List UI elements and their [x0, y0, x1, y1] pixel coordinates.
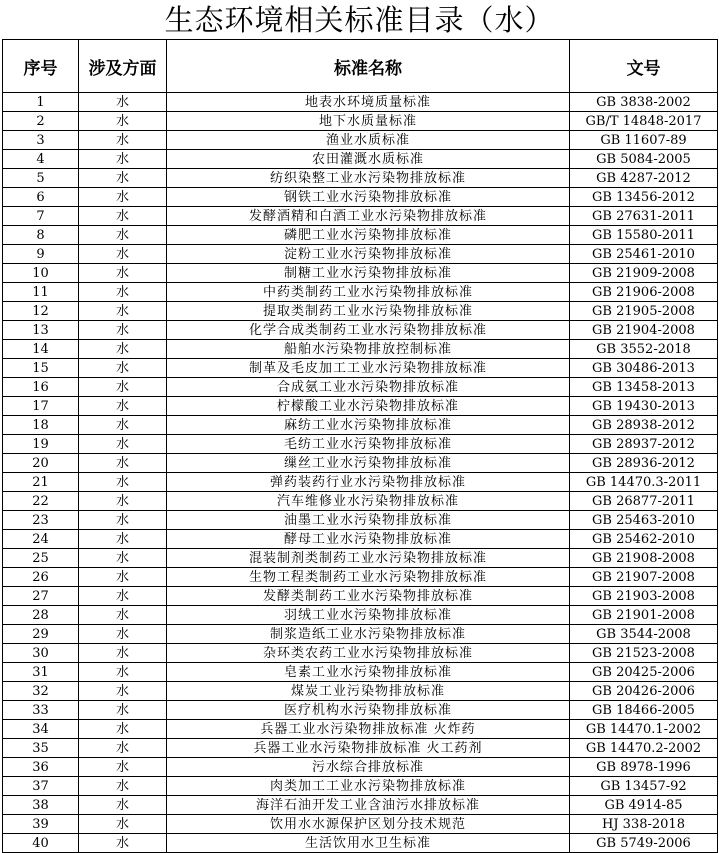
- table-row: [3, 454, 718, 473]
- cell-no: 40: [3, 834, 79, 853]
- cell-name: 淀粉工业水污染物排放标准: [167, 245, 570, 264]
- cell-aspect: 水: [79, 283, 167, 302]
- cell-name: 合成氨工业水污染物排放标准: [167, 378, 570, 397]
- cell-code: GB 3544-2008: [570, 625, 718, 644]
- table-row: [3, 815, 718, 834]
- cell-no: 34: [3, 720, 79, 739]
- cell-no: 24: [3, 530, 79, 549]
- cell-no: 5: [3, 169, 79, 188]
- cell-no: 15: [3, 359, 79, 378]
- table-row: [3, 758, 718, 777]
- cell-code: GB 14470.2-2002: [570, 739, 718, 758]
- cell-aspect: 水: [79, 131, 167, 150]
- cell-code: GB 21907-2008: [570, 568, 718, 587]
- cell-aspect: 水: [79, 682, 167, 701]
- cell-name: 发酵类制药工业水污染物排放标准: [167, 587, 570, 606]
- table-row: [3, 682, 718, 701]
- cell-no: 30: [3, 644, 79, 663]
- cell-no: 16: [3, 378, 79, 397]
- cell-no: 12: [3, 302, 79, 321]
- cell-name: 制糖工业水污染物排放标准: [167, 264, 570, 283]
- cell-no: 21: [3, 473, 79, 492]
- cell-code: GB 13456-2012: [570, 188, 718, 207]
- table-row: [3, 283, 718, 302]
- cell-name: 纺织染整工业水污染物排放标准: [167, 169, 570, 188]
- cell-code: GB 25461-2010: [570, 245, 718, 264]
- table-row: [3, 568, 718, 587]
- cell-name: 磷肥工业水污染物排放标准: [167, 226, 570, 245]
- cell-code: GB 3552-2018: [570, 340, 718, 359]
- cell-code: GB 30486-2013: [570, 359, 718, 378]
- cell-aspect: 水: [79, 378, 167, 397]
- cell-aspect: 水: [79, 587, 167, 606]
- cell-name: 酵母工业水污染物排放标准: [167, 530, 570, 549]
- cell-name: 船舶水污染物排放控制标准: [167, 340, 570, 359]
- cell-aspect: 水: [79, 530, 167, 549]
- cell-aspect: 水: [79, 188, 167, 207]
- cell-name: 生物工程类制药工业水污染物排放标准: [167, 568, 570, 587]
- cell-no: 11: [3, 283, 79, 302]
- table-row: [3, 587, 718, 606]
- cell-code: GB 19430-2013: [570, 397, 718, 416]
- cell-code: GB 21905-2008: [570, 302, 718, 321]
- cell-aspect: 水: [79, 511, 167, 530]
- cell-code: GB 21909-2008: [570, 264, 718, 283]
- cell-name: 汽车维修业水污染物排放标准: [167, 492, 570, 511]
- table-row: [3, 644, 718, 663]
- cell-no: 19: [3, 435, 79, 454]
- cell-aspect: 水: [79, 644, 167, 663]
- cell-code: GB 27631-2011: [570, 207, 718, 226]
- cell-aspect: 水: [79, 739, 167, 758]
- table-row: [3, 720, 718, 739]
- table-row: [3, 796, 718, 815]
- cell-no: 35: [3, 739, 79, 758]
- cell-aspect: 水: [79, 701, 167, 720]
- table-row: [3, 663, 718, 682]
- table-row: [3, 340, 718, 359]
- cell-no: 18: [3, 416, 79, 435]
- cell-name: 提取类制药工业水污染物排放标准: [167, 302, 570, 321]
- cell-name: 渔业水质标准: [167, 131, 570, 150]
- cell-aspect: 水: [79, 226, 167, 245]
- cell-aspect: 水: [79, 435, 167, 454]
- cell-aspect: 水: [79, 264, 167, 283]
- cell-aspect: 水: [79, 454, 167, 473]
- table-row: [3, 245, 718, 264]
- cell-code: GB 4287-2012: [570, 169, 718, 188]
- cell-name: 制革及毛皮加工工业水污染物排放标准: [167, 359, 570, 378]
- cell-code: GB 28938-2012: [570, 416, 718, 435]
- cell-aspect: 水: [79, 815, 167, 834]
- cell-name: 农田灌溉水质标准: [167, 150, 570, 169]
- cell-no: 38: [3, 796, 79, 815]
- cell-no: 13: [3, 321, 79, 340]
- cell-aspect: 水: [79, 663, 167, 682]
- cell-code: GB 4914-85: [570, 796, 718, 815]
- cell-aspect: 水: [79, 492, 167, 511]
- cell-code: GB/T 14848-2017: [570, 112, 718, 131]
- table-row: [3, 834, 718, 853]
- cell-code: GB 21904-2008: [570, 321, 718, 340]
- cell-aspect: 水: [79, 416, 167, 435]
- cell-code: GB 28936-2012: [570, 454, 718, 473]
- cell-aspect: 水: [79, 796, 167, 815]
- header-aspect: 涉及方面: [79, 40, 167, 93]
- cell-name: 麻纺工业水污染物排放标准: [167, 416, 570, 435]
- cell-code: GB 21523-2008: [570, 644, 718, 663]
- cell-code: GB 5084-2005: [570, 150, 718, 169]
- cell-aspect: 水: [79, 302, 167, 321]
- cell-no: 1: [3, 93, 79, 112]
- cell-code: GB 11607-89: [570, 131, 718, 150]
- cell-name: 混装制剂类制药工业水污染物排放标准: [167, 549, 570, 568]
- cell-no: 6: [3, 188, 79, 207]
- table-row: [3, 397, 718, 416]
- table-row: [3, 549, 718, 568]
- table-row: [3, 701, 718, 720]
- table-row: [3, 606, 718, 625]
- header-name: 标准名称: [167, 40, 570, 93]
- cell-aspect: 水: [79, 720, 167, 739]
- header-code: 文号: [570, 40, 718, 93]
- cell-no: 26: [3, 568, 79, 587]
- cell-no: 20: [3, 454, 79, 473]
- table-row: [3, 207, 718, 226]
- cell-name: 污水综合排放标准: [167, 758, 570, 777]
- cell-name: 兵器工业水污染物排放标准 火炸药: [167, 720, 570, 739]
- cell-code: HJ 338-2018: [570, 815, 718, 834]
- cell-name: 毛纺工业水污染物排放标准: [167, 435, 570, 454]
- table-row: [3, 378, 718, 397]
- cell-no: 27: [3, 587, 79, 606]
- table-row: [3, 435, 718, 454]
- cell-no: 22: [3, 492, 79, 511]
- cell-aspect: 水: [79, 340, 167, 359]
- cell-no: 39: [3, 815, 79, 834]
- table-row: [3, 416, 718, 435]
- cell-name: 海洋石油开发工业含油污水排放标准: [167, 796, 570, 815]
- table-row: [3, 511, 718, 530]
- cell-no: 25: [3, 549, 79, 568]
- table-row: [3, 321, 718, 340]
- cell-aspect: 水: [79, 112, 167, 131]
- cell-code: GB 14470.1-2002: [570, 720, 718, 739]
- cell-code: GB 28937-2012: [570, 435, 718, 454]
- cell-code: GB 21903-2008: [570, 587, 718, 606]
- cell-name: 医疗机构水污染物排放标准: [167, 701, 570, 720]
- table-row: [3, 777, 718, 796]
- cell-no: 17: [3, 397, 79, 416]
- cell-code: GB 20425-2006: [570, 663, 718, 682]
- cell-no: 31: [3, 663, 79, 682]
- cell-code: GB 13458-2013: [570, 378, 718, 397]
- cell-name: 地表水环境质量标准: [167, 93, 570, 112]
- cell-name: 钢铁工业水污染物排放标准: [167, 188, 570, 207]
- cell-aspect: 水: [79, 321, 167, 340]
- cell-no: 7: [3, 207, 79, 226]
- cell-code: GB 26877-2011: [570, 492, 718, 511]
- table-row: [3, 169, 718, 188]
- cell-no: 10: [3, 264, 79, 283]
- cell-no: 29: [3, 625, 79, 644]
- cell-code: GB 14470.3-2011: [570, 473, 718, 492]
- cell-no: 2: [3, 112, 79, 131]
- cell-name: 柠檬酸工业水污染物排放标准: [167, 397, 570, 416]
- cell-code: GB 5749-2006: [570, 834, 718, 853]
- cell-no: 28: [3, 606, 79, 625]
- cell-code: GB 15580-2011: [570, 226, 718, 245]
- cell-no: 4: [3, 150, 79, 169]
- cell-code: GB 21901-2008: [570, 606, 718, 625]
- cell-name: 羽绒工业水污染物排放标准: [167, 606, 570, 625]
- cell-no: 32: [3, 682, 79, 701]
- cell-no: 36: [3, 758, 79, 777]
- cell-no: 3: [3, 131, 79, 150]
- cell-aspect: 水: [79, 150, 167, 169]
- cell-no: 23: [3, 511, 79, 530]
- table-row: [3, 93, 718, 112]
- page-title: 生态环境相关标准目录（水）: [164, 3, 555, 37]
- cell-aspect: 水: [79, 245, 167, 264]
- table-row: [3, 739, 718, 758]
- table-row: [3, 473, 718, 492]
- cell-code: GB 8978-1996: [570, 758, 718, 777]
- cell-code: GB 21906-2008: [570, 283, 718, 302]
- cell-code: GB 20426-2006: [570, 682, 718, 701]
- cell-code: GB 25463-2010: [570, 511, 718, 530]
- cell-name: 煤炭工业污染物排放标准: [167, 682, 570, 701]
- cell-aspect: 水: [79, 834, 167, 853]
- standards-table: [2, 39, 718, 853]
- cell-aspect: 水: [79, 549, 167, 568]
- cell-aspect: 水: [79, 397, 167, 416]
- cell-name: 地下水质量标准: [167, 112, 570, 131]
- cell-aspect: 水: [79, 568, 167, 587]
- table-row: [3, 150, 718, 169]
- cell-aspect: 水: [79, 777, 167, 796]
- table-row: [3, 530, 718, 549]
- cell-no: 8: [3, 226, 79, 245]
- cell-aspect: 水: [79, 758, 167, 777]
- table-row: [3, 359, 718, 378]
- cell-no: 14: [3, 340, 79, 359]
- cell-code: GB 3838-2002: [570, 93, 718, 112]
- cell-aspect: 水: [79, 93, 167, 112]
- cell-aspect: 水: [79, 625, 167, 644]
- table-row: [3, 188, 718, 207]
- cell-name: 兵器工业水污染物排放标准 火工药剂: [167, 739, 570, 758]
- cell-code: GB 25462-2010: [570, 530, 718, 549]
- table-row: [3, 226, 718, 245]
- cell-name: 杂环类农药工业水污染物排放标准: [167, 644, 570, 663]
- table-row: [3, 302, 718, 321]
- cell-no: 37: [3, 777, 79, 796]
- cell-aspect: 水: [79, 473, 167, 492]
- cell-name: 饮用水水源保护区划分技术规范: [167, 815, 570, 834]
- cell-code: GB 18466-2005: [570, 701, 718, 720]
- table-row: [3, 625, 718, 644]
- cell-name: 肉类加工工业水污染物排放标准: [167, 777, 570, 796]
- table-body: [3, 93, 718, 853]
- cell-name: 皂素工业水污染物排放标准: [167, 663, 570, 682]
- cell-name: 弹药装药行业水污染物排放标准: [167, 473, 570, 492]
- cell-no: 9: [3, 245, 79, 264]
- cell-name: 生活饮用水卫生标准: [167, 834, 570, 853]
- table-row: [3, 112, 718, 131]
- table-row: [3, 492, 718, 511]
- cell-name: 化学合成类制药工业水污染物排放标准: [167, 321, 570, 340]
- cell-code: GB 13457-92: [570, 777, 718, 796]
- cell-aspect: 水: [79, 207, 167, 226]
- cell-aspect: 水: [79, 606, 167, 625]
- cell-name: 发酵酒精和白酒工业水污染物排放标准: [167, 207, 570, 226]
- header-no: 序号: [3, 40, 79, 93]
- cell-aspect: 水: [79, 359, 167, 378]
- table-row: [3, 131, 718, 150]
- cell-no: 33: [3, 701, 79, 720]
- cell-name: 缫丝工业水污染物排放标准: [167, 454, 570, 473]
- table-header-row: [3, 40, 718, 93]
- cell-name: 中药类制药工业水污染物排放标准: [167, 283, 570, 302]
- cell-aspect: 水: [79, 169, 167, 188]
- cell-code: GB 21908-2008: [570, 549, 718, 568]
- table-row: [3, 264, 718, 283]
- cell-name: 油墨工业水污染物排放标准: [167, 511, 570, 530]
- cell-name: 制浆造纸工业水污染物排放标准: [167, 625, 570, 644]
